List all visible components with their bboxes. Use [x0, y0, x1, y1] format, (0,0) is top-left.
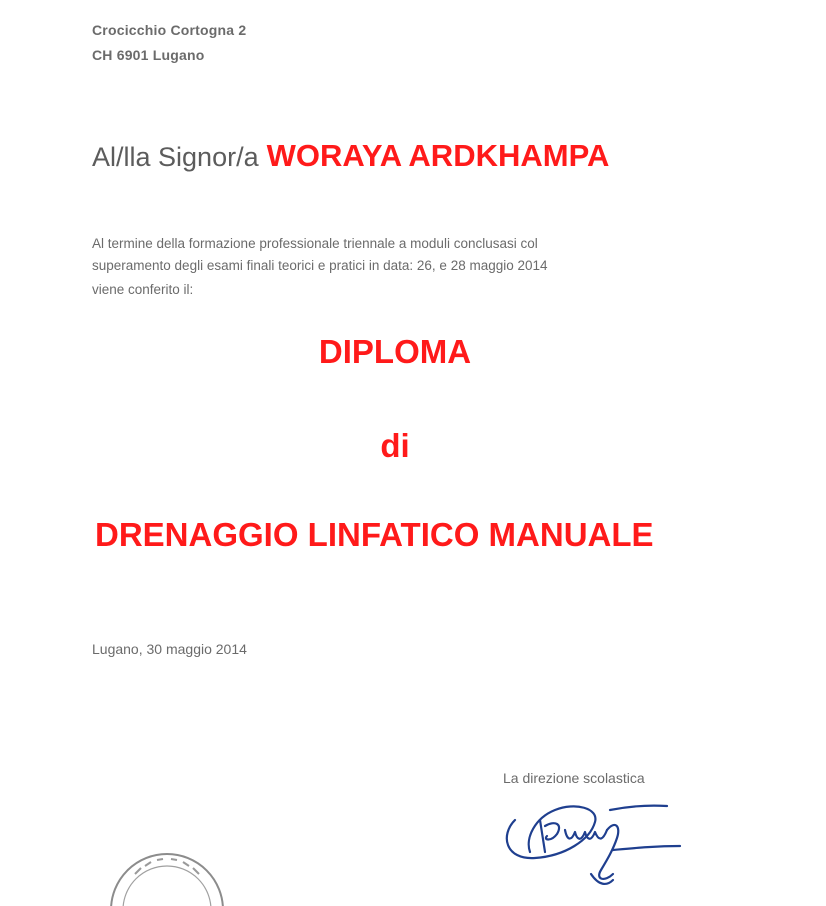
sender-address-line1: Crocicchio Cortogna 2 — [92, 22, 247, 38]
sender-address-line2: CH 6901 Lugano — [92, 47, 205, 63]
recipient-name: WORAYA ARDKHAMPA — [266, 138, 610, 173]
body-text-line3: viene conferito il: — [92, 282, 194, 297]
award-title: DIPLOMA — [318, 333, 472, 370]
cropped-header-right — [606, 0, 766, 4]
cropped-header-left — [70, 0, 270, 4]
recipient-salutation: Al/lla Signor/a — [92, 142, 259, 172]
signatory-label: La direzione scolastica — [503, 770, 645, 786]
handwritten-signature-icon — [495, 790, 685, 890]
body-text-line1: Al termine della formazione professionale triennale a moduli conclusasi col — [92, 236, 538, 251]
award-connector: di — [380, 427, 410, 464]
recipient-line — [92, 138, 609, 174]
award-subject: DRENAGGIO LINFATICO MANUALE — [95, 516, 654, 553]
body-text-line2: superamento degli esami finali teorici e pratici in data: 26, e 28 maggio 2014 — [92, 258, 548, 273]
place-date: Lugano, 30 maggio 2014 — [92, 641, 247, 657]
school-seal-icon — [105, 848, 230, 906]
